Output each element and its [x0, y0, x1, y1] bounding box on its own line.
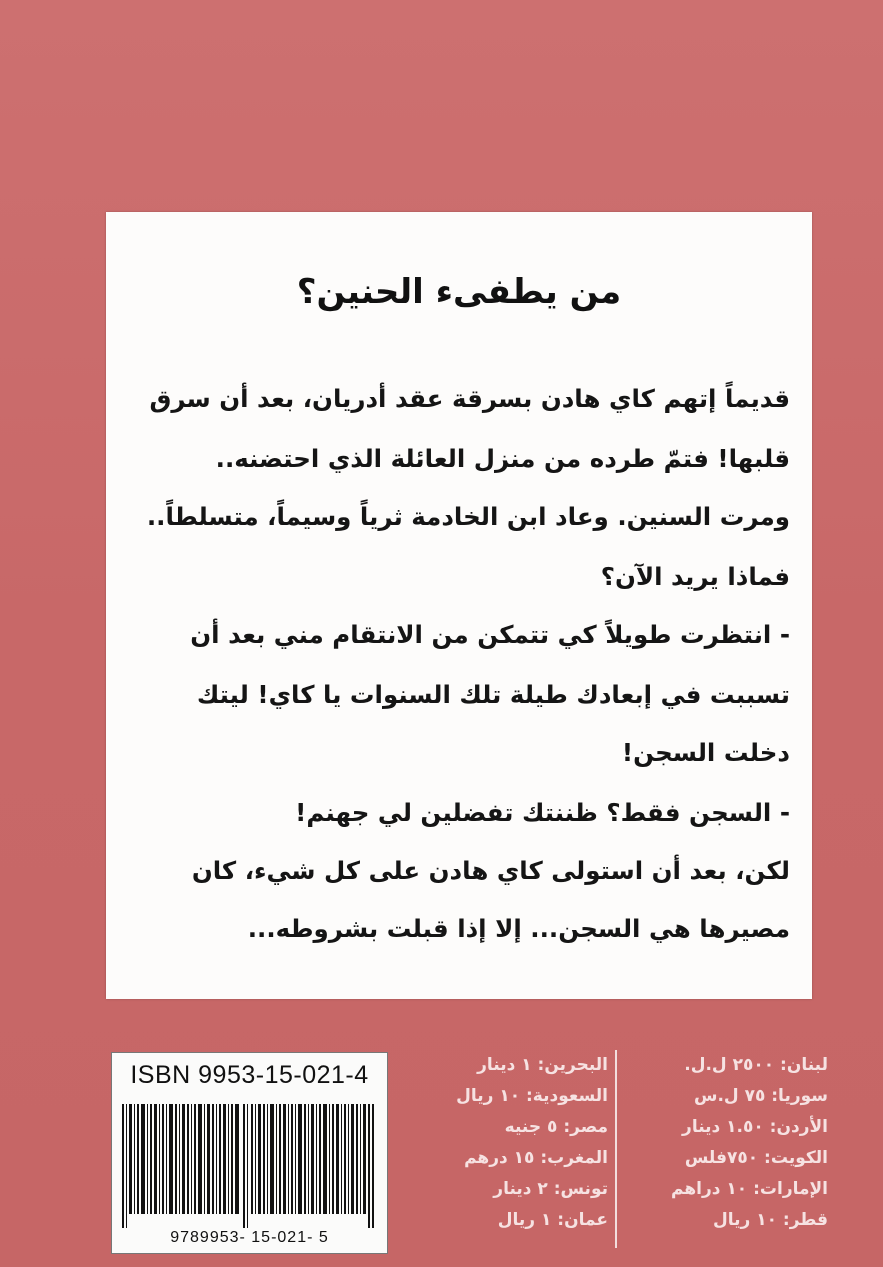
- price-item: عمان: ١ ريال: [497, 1210, 608, 1230]
- blurb-line: تسببت في إبعادك طيلة تلك السنوات يا كاي! ليتك: [196, 680, 790, 709]
- ean-number: 9789953- 15-021- 5: [170, 1229, 329, 1246]
- price-item: مصر: ٥ جنيه: [504, 1117, 608, 1137]
- price-item: الإمارات: ١٠ دراهم: [671, 1179, 828, 1199]
- blurb-line: ومرت السنين. وعاد ابن الخادمة ثرياً وسيماً، متسلطاً..: [146, 502, 790, 531]
- price-item: الكويت: ٧٥٠فلس: [684, 1148, 828, 1168]
- price-item: لبنان: ٢٥٠٠ ل.ل.: [684, 1055, 828, 1075]
- price-item: سوريا: ٧٥ ل.س: [693, 1086, 828, 1106]
- isbn-text: ISBN 9953-15-021-4: [130, 1061, 369, 1089]
- price-item: السعودية: ١٠ ريال: [456, 1086, 608, 1106]
- price-item: البحرين: ١ دينار: [477, 1055, 608, 1075]
- price-list: [398, 1050, 828, 1252]
- blurb-line: - السجن فقط؟ ظننتك تفضلين لي جهنم!: [295, 798, 790, 827]
- blurb-line: لكن، بعد أن استولى كاي هادن على كل شيء، كان: [191, 856, 790, 885]
- price-item: المغرب: ١٥ درهم: [464, 1148, 608, 1168]
- blurb-line: قلبها! فتمّ طرده من منزل العائلة الذي احتضنه..: [215, 444, 790, 473]
- blurb-text: [128, 384, 790, 944]
- price-column-right: [618, 1050, 828, 1236]
- price-item: الأردن: ١.٥٠ دينار: [682, 1117, 828, 1137]
- blurb-panel: [106, 212, 812, 999]
- blurb-line: مصيرها هي السجن... إلا إذا قبلت بشروطه...: [247, 914, 790, 943]
- blurb-line: دخلت السجن!: [621, 738, 790, 767]
- blurb-line: - انتظرت طويلاً كي تتمكن من الانتقام مني بعد أن: [190, 620, 790, 649]
- barcode-label: [111, 1052, 388, 1254]
- price-column-left: [398, 1050, 608, 1236]
- barcode-icon: [122, 1104, 375, 1228]
- price-item: تونس: ٢ دينار: [493, 1179, 608, 1199]
- blurb-line: قديماً إتهم كاي هادن بسرقة عقد أدريان، بعد أن سرق: [149, 384, 790, 413]
- blurb-line: فماذا يريد الآن؟: [600, 562, 790, 591]
- price-item: قطر: ١٠ ريال: [713, 1210, 828, 1230]
- book-title: من يطفىء الحنين؟: [296, 272, 622, 312]
